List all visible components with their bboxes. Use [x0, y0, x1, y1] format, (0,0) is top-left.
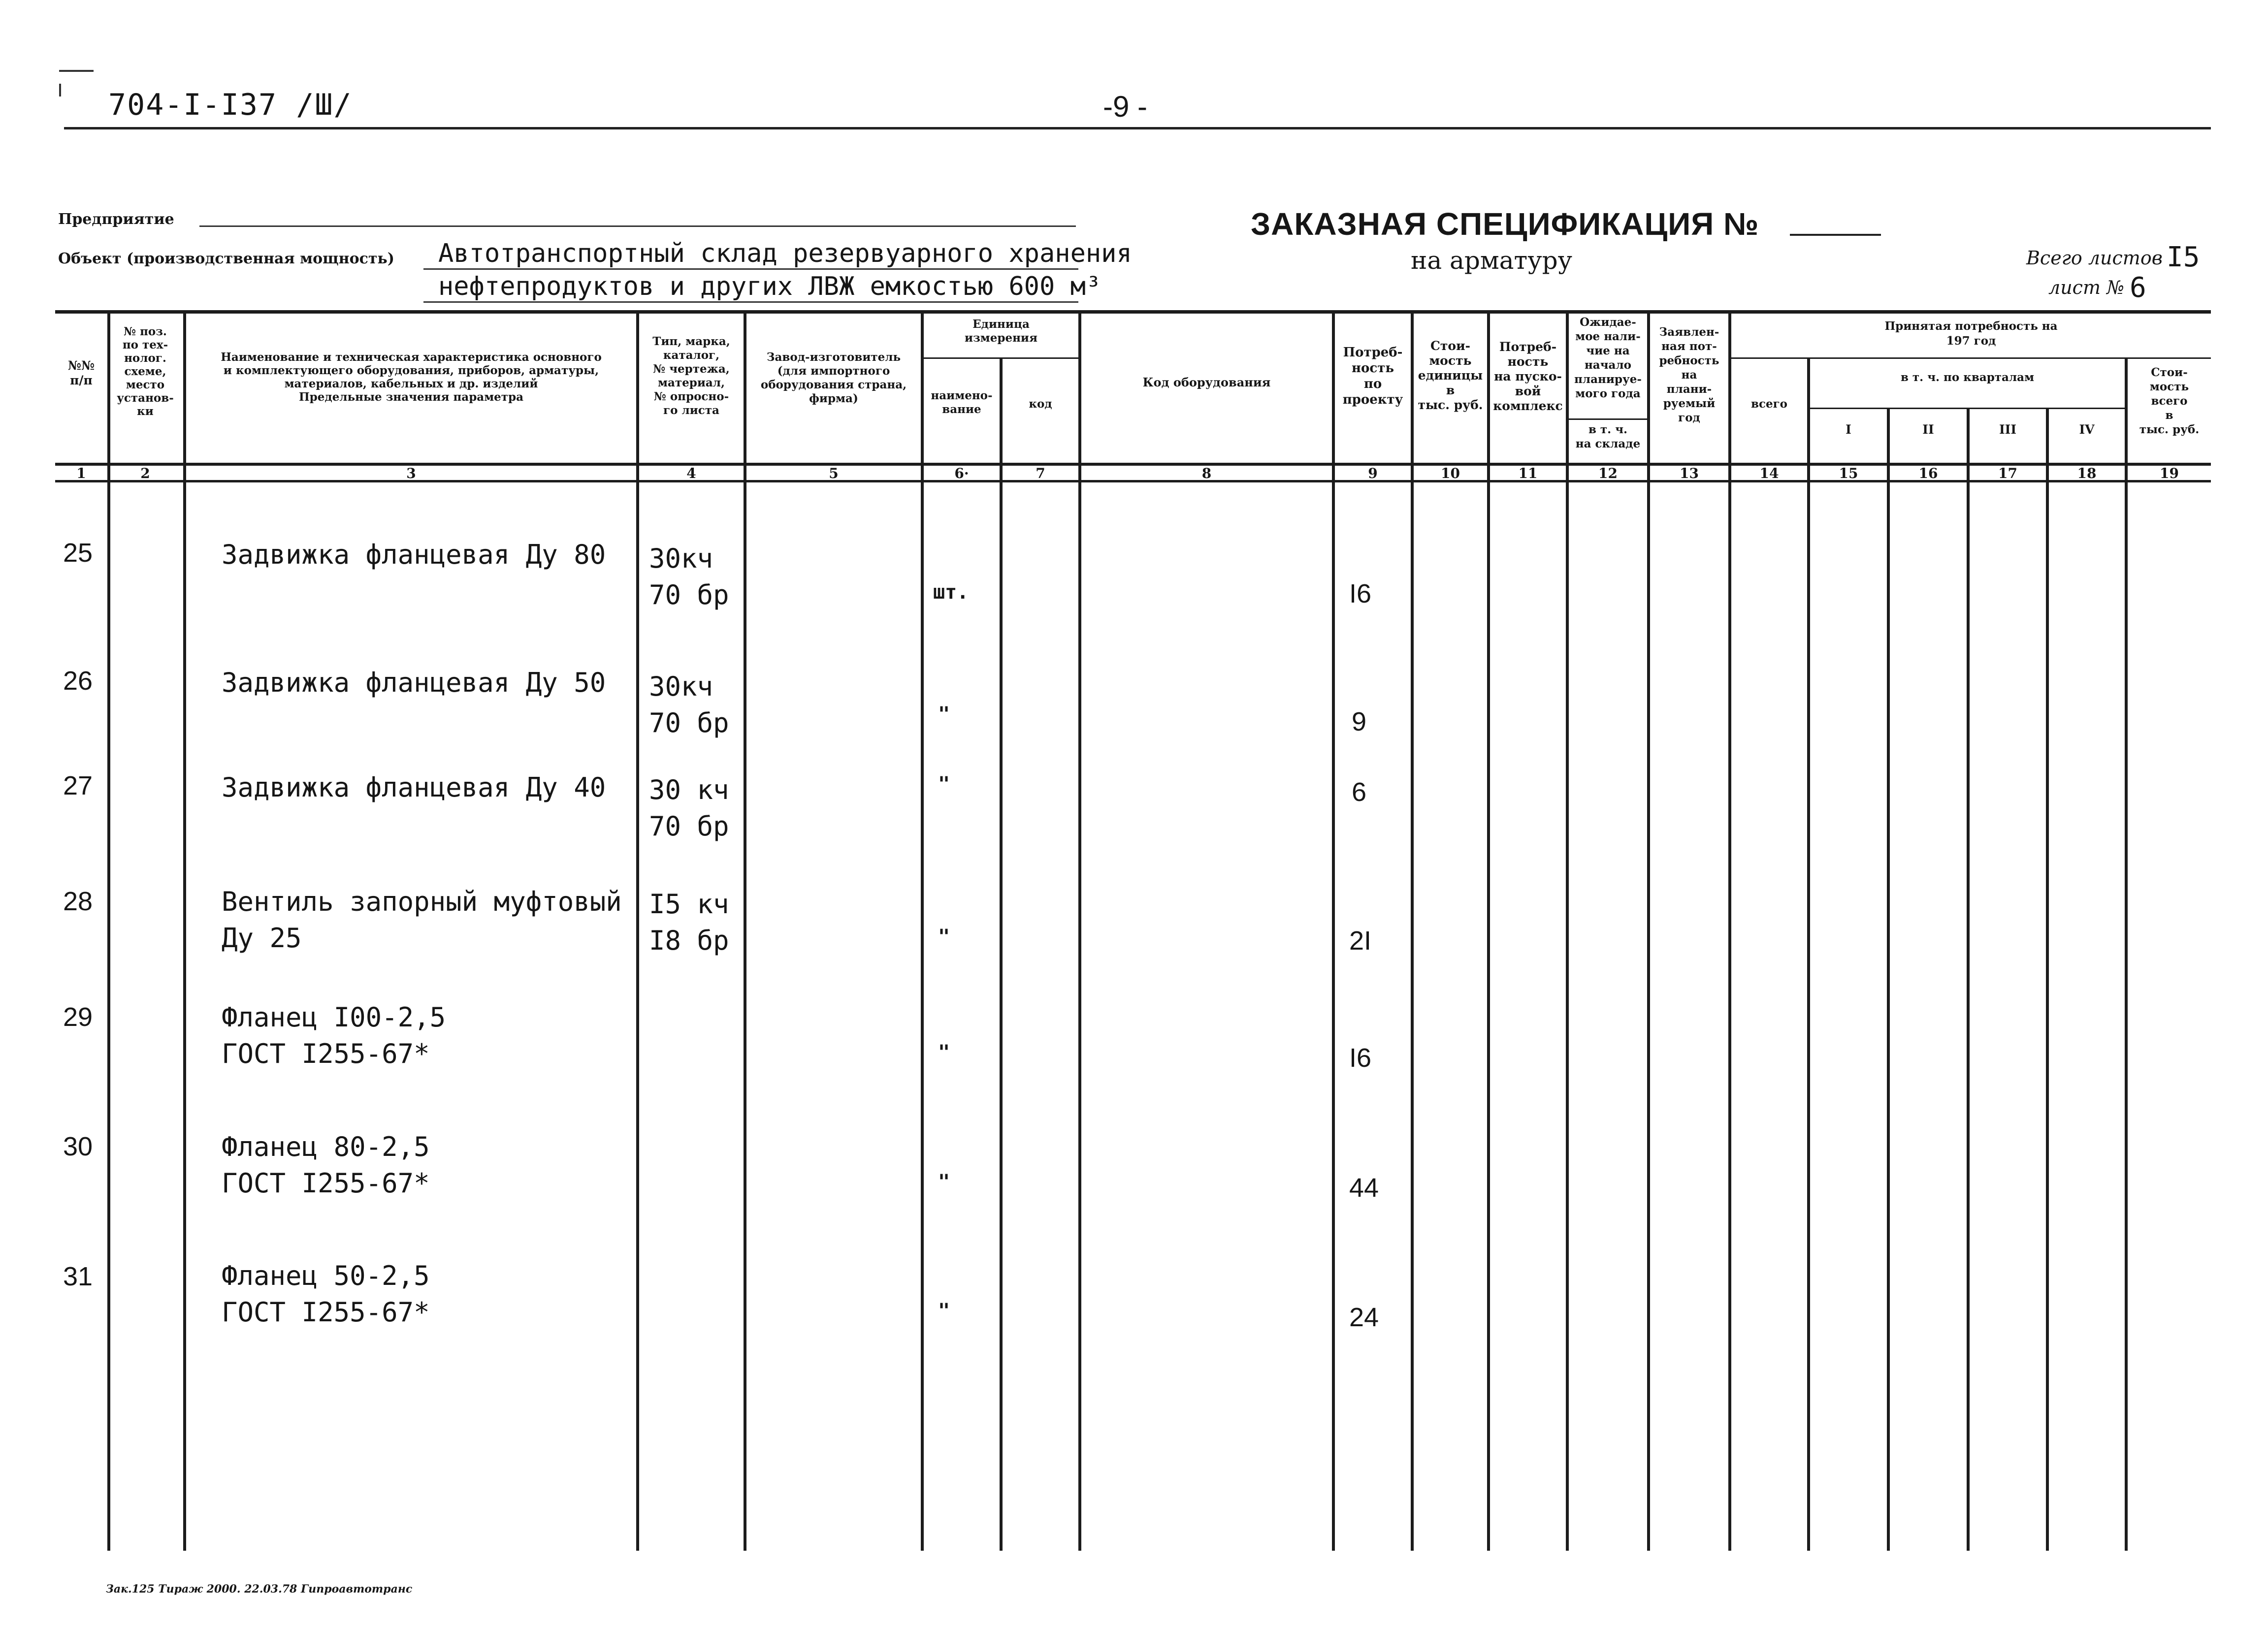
- row-number: 27: [63, 771, 93, 800]
- column-number: 4: [686, 465, 696, 481]
- row-number: 28: [63, 887, 93, 916]
- corner-mark: [59, 84, 61, 96]
- row-unit: ": [938, 926, 950, 948]
- row-quantity: 44: [1349, 1173, 1379, 1203]
- row-number: 31: [63, 1262, 93, 1291]
- sheet-number: 6: [2130, 272, 2146, 304]
- row-name: Вентиль запорный муфтовый Ду 25: [222, 886, 622, 954]
- object-label: Объект (производственная мощность): [58, 250, 394, 267]
- row-name: Фланец I00-2,5 ГОСТ I255-67*: [222, 1002, 446, 1069]
- row-unit: ": [938, 1171, 950, 1193]
- page-number: -9 -: [1103, 90, 1147, 123]
- column-divider: [1807, 357, 1810, 1551]
- sheet-number-label: лист №: [2048, 277, 2125, 298]
- column-number: 9: [1368, 465, 1378, 481]
- header-col-9: Потреб- ность по проекту: [1342, 345, 1403, 407]
- row-unit: ": [938, 1300, 950, 1322]
- column-divider: [183, 310, 186, 1551]
- column-divider: [2046, 408, 2049, 1551]
- row-quantity: 9: [1352, 707, 1367, 736]
- column-divider: [1487, 310, 1490, 1551]
- row-unit: ": [938, 773, 950, 796]
- row-name: Фланец 50-2,5 ГОСТ I255-67*: [222, 1260, 430, 1328]
- header-accepted-group: Принятая потребность на 197 год: [1884, 319, 2058, 348]
- row-number: 30: [63, 1132, 93, 1161]
- enterprise-field-line: [199, 225, 1076, 227]
- sheets-total: I5: [2167, 241, 2200, 273]
- row-quantity: I6: [1349, 579, 1372, 608]
- table-top-border: [55, 310, 2211, 314]
- column-number: 17: [1998, 465, 2017, 481]
- column-divider: [107, 310, 110, 1551]
- column-number: 6·: [954, 465, 969, 481]
- header-quarter-2: II: [1922, 422, 1934, 437]
- sheets-total-label: Всего листов: [2026, 247, 2163, 269]
- row-quantity: I6: [1349, 1043, 1372, 1073]
- header-unit-group: Единица измерения: [965, 318, 1037, 345]
- header-col-11: Потреб- ность на пуско- вой комплекс: [1493, 340, 1563, 413]
- row-unit: ": [938, 703, 950, 726]
- header-col-8: Код оборудования: [1142, 375, 1271, 389]
- column-number: 5: [829, 465, 839, 481]
- column-number: 10: [1441, 465, 1460, 481]
- column-number: 1: [76, 465, 86, 481]
- object-line-2: нефтепродуктов и других ЛВЖ емкостью 600 м³: [438, 272, 1102, 301]
- row-type: 30 кч 70 бр: [649, 774, 729, 842]
- header-quarter-1: I: [1846, 422, 1851, 437]
- row-name: Фланец 80-2,5 ГОСТ I255-67*: [222, 1131, 430, 1199]
- enterprise-label: Предприятие: [58, 211, 174, 228]
- row-name: Задвижка фланцевая Ду 40: [222, 772, 606, 803]
- spec-title: ЗАКАЗНАЯ СПЕЦИФИКАЦИЯ №: [1251, 206, 1759, 242]
- object-line-1: Автотранспортный склад резервуарного хранения: [438, 239, 1132, 268]
- header-col-5: Завод-изготовитель (для импортного оборудования страна, фирма): [760, 351, 907, 405]
- column-number: 14: [1759, 465, 1779, 481]
- column-divider: [1647, 310, 1650, 1551]
- column-number: 16: [1918, 465, 1938, 481]
- quarters-subdivider: [1807, 408, 2125, 409]
- column-divider: [1967, 408, 1970, 1551]
- header-col-19: Стои- мость всего в тыс. руб.: [2139, 366, 2200, 436]
- column-divider: [1000, 357, 1003, 1551]
- header-quarter-4: IV: [2079, 422, 2095, 437]
- column-number: 7: [1036, 465, 1045, 481]
- column-number: 8: [1201, 465, 1212, 481]
- column-number: 2: [140, 465, 150, 481]
- row-name: Задвижка фланцевая Ду 50: [222, 667, 606, 698]
- row-number: 29: [63, 1002, 93, 1032]
- column-number: 15: [1839, 465, 1858, 481]
- document-code: 704-I-I37 /Ш/: [108, 88, 353, 122]
- header-col-12-stock: в т. ч. на складе: [1575, 423, 1641, 450]
- row-unit: шт.: [933, 581, 969, 604]
- column-divider: [1332, 310, 1335, 1551]
- print-footnote: Зак.125 Тираж 2000. 22.03.78 Гипроавтотранс: [106, 1583, 413, 1596]
- column-divider: [744, 310, 746, 1551]
- row-quantity: 24: [1349, 1303, 1379, 1332]
- row-number: 25: [63, 538, 93, 568]
- row-type: I5 кч I8 бр: [649, 889, 729, 956]
- spec-subtitle: на арматуру: [1411, 246, 1573, 275]
- column-number: 18: [2077, 465, 2097, 481]
- column-divider: [1887, 408, 1890, 1551]
- header-col-13: Заявлен- ная пот- ребность на плани- руемый год: [1659, 325, 1719, 424]
- header-col-4: Тип, марка, каталог, № чертежа, материал, № опросно- го листа: [652, 335, 730, 417]
- header-col-3: Наименование и техническая характеристика основного и комплектующего оборудования, приборов, арматуры, материалов, кабельных и др. изделий Предельные значения параметра: [221, 351, 602, 404]
- object-underline-1: [423, 268, 1078, 270]
- column-divider: [1411, 310, 1414, 1551]
- column-divider: [1728, 310, 1731, 1551]
- header-col-7: код: [1029, 397, 1052, 411]
- header-quarters-group: в т. ч. по кварталам: [1900, 371, 2035, 384]
- column-divider: [1078, 310, 1081, 1551]
- column-number: 12: [1598, 465, 1618, 481]
- row-type: 30кч 70 бр: [649, 671, 729, 738]
- row-number: 26: [63, 666, 93, 696]
- header-col-10: Стои- мость единицы в тыс. руб.: [1418, 339, 1483, 412]
- row-type: 30кч 70 бр: [649, 543, 729, 610]
- accepted-subdivider: [1728, 357, 2211, 359]
- row-quantity: 6: [1352, 777, 1367, 807]
- object-underline-2: [423, 301, 1078, 303]
- header-rule: [64, 127, 2211, 129]
- column-divider: [2125, 357, 2128, 1551]
- column-number: 19: [2160, 465, 2179, 481]
- row-unit: ": [938, 1041, 950, 1064]
- header-col-12: Ожидае- мое нали- чие на начало планируе- мого года: [1574, 316, 1642, 400]
- header-quarter-3: III: [1999, 422, 2017, 437]
- header-col-1: №№ п/п: [67, 358, 95, 387]
- corner-mark: [59, 70, 94, 72]
- spec-number-line: [1790, 234, 1881, 236]
- column-divider: [921, 310, 924, 1551]
- column-number: 13: [1680, 465, 1699, 481]
- row-name: Задвижка фланцевая Ду 80: [222, 539, 606, 570]
- column-divider: [1566, 310, 1569, 1551]
- column-divider: [636, 310, 639, 1551]
- column-number: 11: [1518, 465, 1538, 481]
- header-col-6: наимено- вание: [931, 389, 993, 416]
- stock-subdivider: [1566, 418, 1647, 420]
- header-col-14: всего: [1750, 397, 1788, 411]
- column-number: 3: [406, 465, 416, 481]
- row-quantity: 2I: [1349, 926, 1372, 956]
- header-col-2: № поз. по тех- нолог. схеме, место установ- ки: [117, 325, 174, 418]
